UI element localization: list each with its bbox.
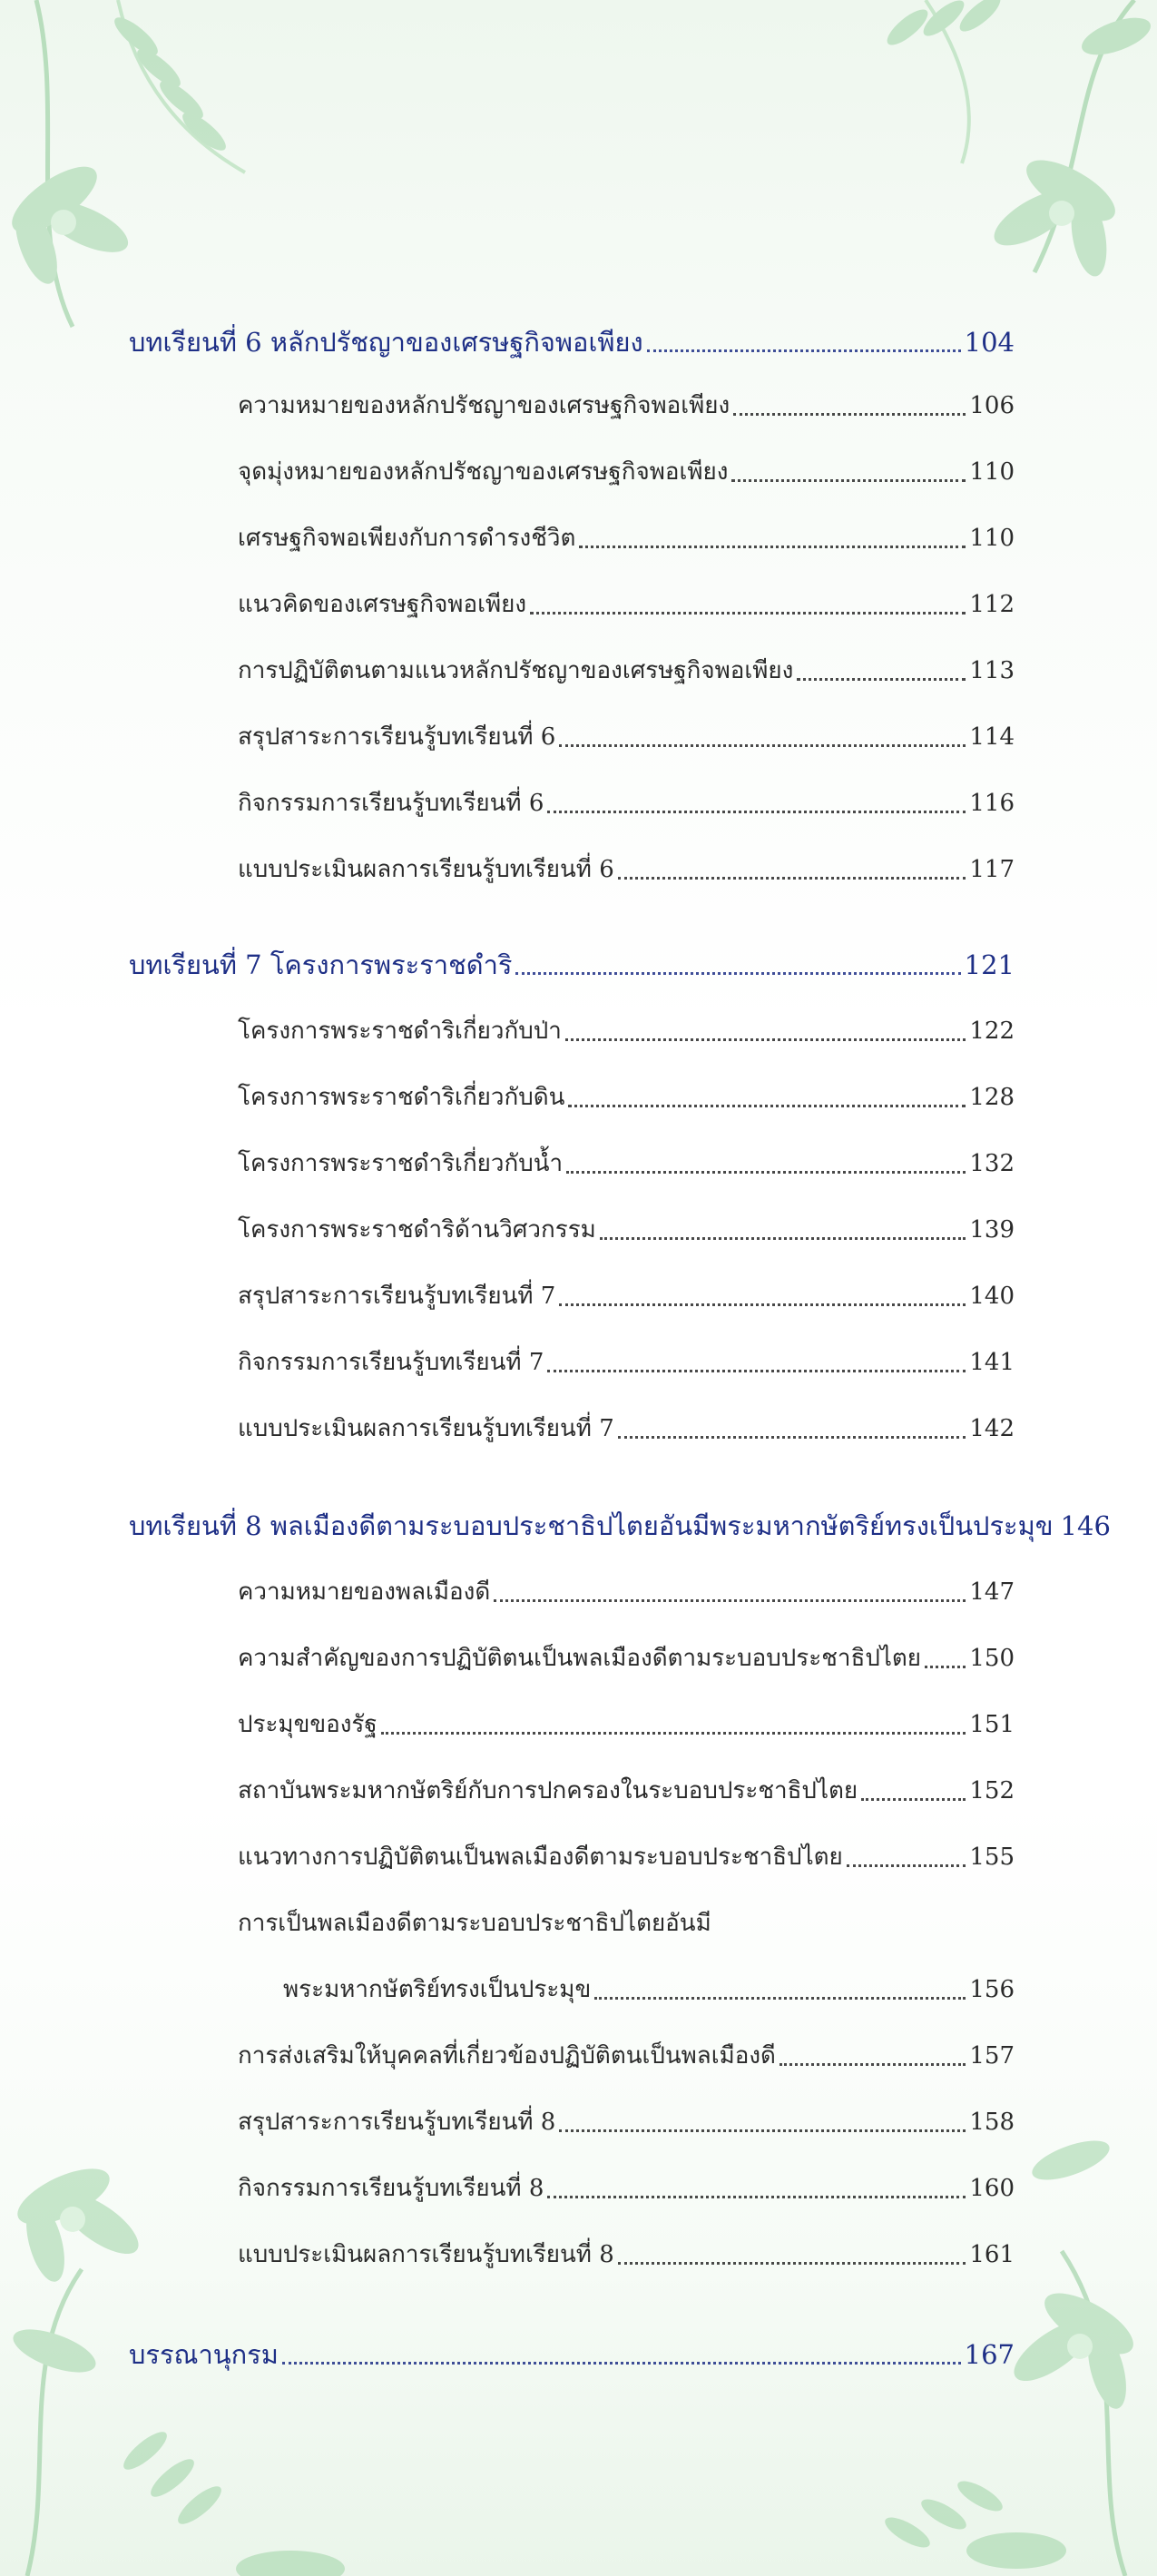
toc-entry — [238, 2033, 1015, 2079]
toc-page-number: 121 — [964, 949, 1015, 980]
toc-page-number: 110 — [969, 458, 1015, 486]
toc-entry-title: แนวทางการปฏิบัติตนเป็นพลเมืองดีตามระบอบประชาธิปไตย — [238, 1844, 843, 1871]
toc-entry — [238, 714, 1015, 760]
toc-page-number: 158 — [969, 2109, 1015, 2136]
toc-entry-title: ความสำคัญของการปฏิบัติตนเป็นพลเมืองดีตามระบอบประชาธิปไตย — [238, 1645, 922, 1672]
toc-entry — [238, 516, 1015, 561]
leader-dots — [559, 1303, 966, 1306]
toc-entry-title: โครงการพระราชดำริเกี่ยวกับป่า — [238, 1018, 562, 1045]
toc-entry — [238, 1207, 1015, 1253]
toc-entry — [238, 1340, 1015, 1385]
toc-page-number: 112 — [969, 591, 1015, 618]
leader-dots — [568, 1105, 966, 1107]
toc-page-number: 113 — [969, 657, 1015, 684]
toc-page-number: 106 — [969, 392, 1015, 419]
leader-dots — [780, 2063, 966, 2066]
toc-entry — [238, 1008, 1015, 1054]
toc-page-number: 147 — [969, 1578, 1015, 1606]
toc-entry-continuation — [283, 1967, 1015, 2012]
toc-entry — [238, 2166, 1015, 2211]
leader-dots — [515, 972, 960, 975]
toc-entry — [238, 582, 1015, 627]
toc-entry-title: การเป็นพลเมืองดีตามระบอบประชาธิปไตยอันมี — [238, 1910, 711, 1937]
toc-entry — [238, 1075, 1015, 1120]
toc-entry — [238, 1702, 1015, 1747]
toc-page-number: 157 — [969, 2042, 1015, 2070]
toc-page-number: 139 — [969, 1216, 1015, 1244]
toc-page-number: 122 — [969, 1018, 1015, 1045]
toc-page-number: 161 — [969, 2241, 1015, 2268]
leader-dots — [594, 1997, 966, 2000]
leader-dots — [925, 1666, 966, 1668]
leader-dots — [530, 612, 966, 615]
leader-dots — [559, 2129, 966, 2132]
leader-dots — [618, 2262, 966, 2265]
toc-entry-title: โครงการพระราชดำริเกี่ยวกับน้ำ — [238, 1150, 564, 1177]
toc-page-number: 142 — [969, 1415, 1015, 1442]
toc-entry-title: สรุปสาระการเรียนรู้บทเรียนที่ 8 — [238, 2109, 556, 2136]
toc-page-number: 141 — [969, 1349, 1015, 1376]
toc-entry-title: โครงการพระราชดำริด้านวิศวกรรม — [238, 1216, 596, 1244]
leader-dots — [565, 1038, 966, 1041]
toc-entry-title: พระมหากษัตริย์ทรงเป็นประมุข — [283, 1976, 592, 2003]
toc-entry — [238, 383, 1015, 428]
toc-entry-title: การปฏิบัติตนตามแนวหลักปรัชญาของเศรษฐกิจพอเพียง — [238, 657, 794, 684]
leader-dots — [847, 1864, 966, 1867]
toc-entry-title: กิจกรรมการเรียนรู้บทเรียนที่ 8 — [238, 2175, 544, 2202]
toc-bibliography — [129, 2332, 1015, 2377]
toc-entry-title: แบบประเมินผลการเรียนรู้บทเรียนที่ 8 — [238, 2241, 614, 2268]
toc-entry-title: เศรษฐกิจพอเพียงกับการดำรงชีวิต — [238, 525, 576, 552]
toc-page-number: 160 — [969, 2175, 1015, 2202]
toc-page-number: 110 — [969, 525, 1015, 552]
leader-dots — [494, 1599, 966, 1602]
toc-chapter-6 — [129, 320, 1015, 365]
toc-entry — [238, 1768, 1015, 1814]
toc-page-number: 151 — [969, 1711, 1015, 1738]
toc-entry-title: สรุปสาระการเรียนรู้บทเรียนที่ 6 — [238, 723, 556, 751]
toc-entry-title: ประมุขของรัฐ — [238, 1711, 377, 1738]
toc-entry-title: บทเรียนที่ 8 พลเมืองดีตามระบอบประชาธิปไตยอันมีพระมหากษัตริย์ทรงเป็นประมุข — [129, 1510, 1054, 1541]
toc-entry — [238, 1141, 1015, 1186]
toc-entry-title: ความหมายของพลเมืองดี — [238, 1578, 491, 1606]
toc-page-number: 146 — [1060, 1510, 1111, 1541]
toc-entry — [238, 648, 1015, 693]
toc-page-number: 128 — [969, 1084, 1015, 1111]
toc-entry — [238, 847, 1015, 892]
toc-entry-title: แนวคิดของเศรษฐกิจพอเพียง — [238, 591, 527, 618]
toc-entry — [238, 1273, 1015, 1319]
toc-page-number: 116 — [969, 790, 1015, 817]
toc-entry-title: กิจกรรมการเรียนรู้บทเรียนที่ 7 — [238, 1349, 544, 1376]
leader-dots — [600, 1237, 966, 1240]
toc-page-number: 152 — [969, 1777, 1015, 1804]
toc-entry — [238, 2099, 1015, 2145]
leader-dots — [559, 744, 966, 747]
toc-page-number: 155 — [969, 1844, 1015, 1871]
leader-dots — [547, 2196, 966, 2198]
toc-entry-title: แบบประเมินผลการเรียนรู้บทเรียนที่ 6 — [238, 856, 614, 883]
toc-entry-title: การส่งเสริมให้บุคคลที่เกี่ยวข้องปฏิบัติตนเป็นพลเมืองดี — [238, 2042, 776, 2070]
toc-page-number: 167 — [964, 2339, 1015, 2370]
toc-page-number: 150 — [969, 1645, 1015, 1672]
toc-entry — [238, 781, 1015, 826]
toc-entry — [238, 1406, 1015, 1451]
toc-entry — [238, 1569, 1015, 1615]
leader-dots — [797, 678, 966, 681]
toc-page-number: 140 — [969, 1283, 1015, 1310]
toc-entry-title: บทเรียนที่ 6 หลักปรัชญาของเศรษฐกิจพอเพียง — [129, 327, 643, 358]
toc-entry — [238, 1636, 1015, 1681]
leader-dots — [618, 877, 966, 880]
leader-dots — [547, 1370, 966, 1372]
toc-entry-title: บรรณานุกรม — [129, 2339, 279, 2370]
leader-dots — [733, 413, 966, 416]
toc-entry — [238, 1834, 1015, 1880]
toc-entry-title: กิจกรรมการเรียนรู้บทเรียนที่ 6 — [238, 790, 544, 817]
toc-entry-title: โครงการพระราชดำริเกี่ยวกับดิน — [238, 1084, 565, 1111]
toc-chapter-7 — [129, 942, 1015, 988]
leader-dots — [647, 349, 961, 352]
toc-page-number: 114 — [969, 723, 1015, 751]
leader-dots — [381, 1732, 966, 1735]
toc-entry — [238, 449, 1015, 495]
toc-page-number: 104 — [964, 327, 1015, 358]
toc-entry-title: ความหมายของหลักปรัชญาของเศรษฐกิจพอเพียง — [238, 392, 730, 419]
toc-entry-wrapped — [238, 1901, 1015, 1946]
leader-dots — [731, 479, 966, 482]
leader-dots — [566, 1171, 966, 1174]
toc-entry-title: สถาบันพระมหากษัตริย์กับการปกครองในระบอบประชาธิปไตย — [238, 1777, 858, 1804]
leader-dots — [579, 546, 966, 548]
leader-dots — [618, 1436, 966, 1439]
toc-entry-title: บทเรียนที่ 7 โครงการพระราชดำริ — [129, 949, 513, 980]
toc-page-number: 156 — [969, 1976, 1015, 2003]
toc-entry-title: แบบประเมินผลการเรียนรู้บทเรียนที่ 7 — [238, 1415, 614, 1442]
toc-entry-title: สรุปสาระการเรียนรู้บทเรียนที่ 7 — [238, 1283, 556, 1310]
leader-dots — [547, 811, 966, 813]
leader-dots — [861, 1798, 966, 1801]
toc-chapter-8 — [129, 1503, 1111, 1549]
toc-page-number: 117 — [969, 856, 1015, 883]
toc-entry — [238, 2232, 1015, 2277]
toc-page-number: 132 — [969, 1150, 1015, 1177]
toc-entry-title: จุดมุ่งหมายของหลักปรัชญาของเศรษฐกิจพอเพียง — [238, 458, 729, 486]
leader-dots — [282, 2362, 961, 2365]
